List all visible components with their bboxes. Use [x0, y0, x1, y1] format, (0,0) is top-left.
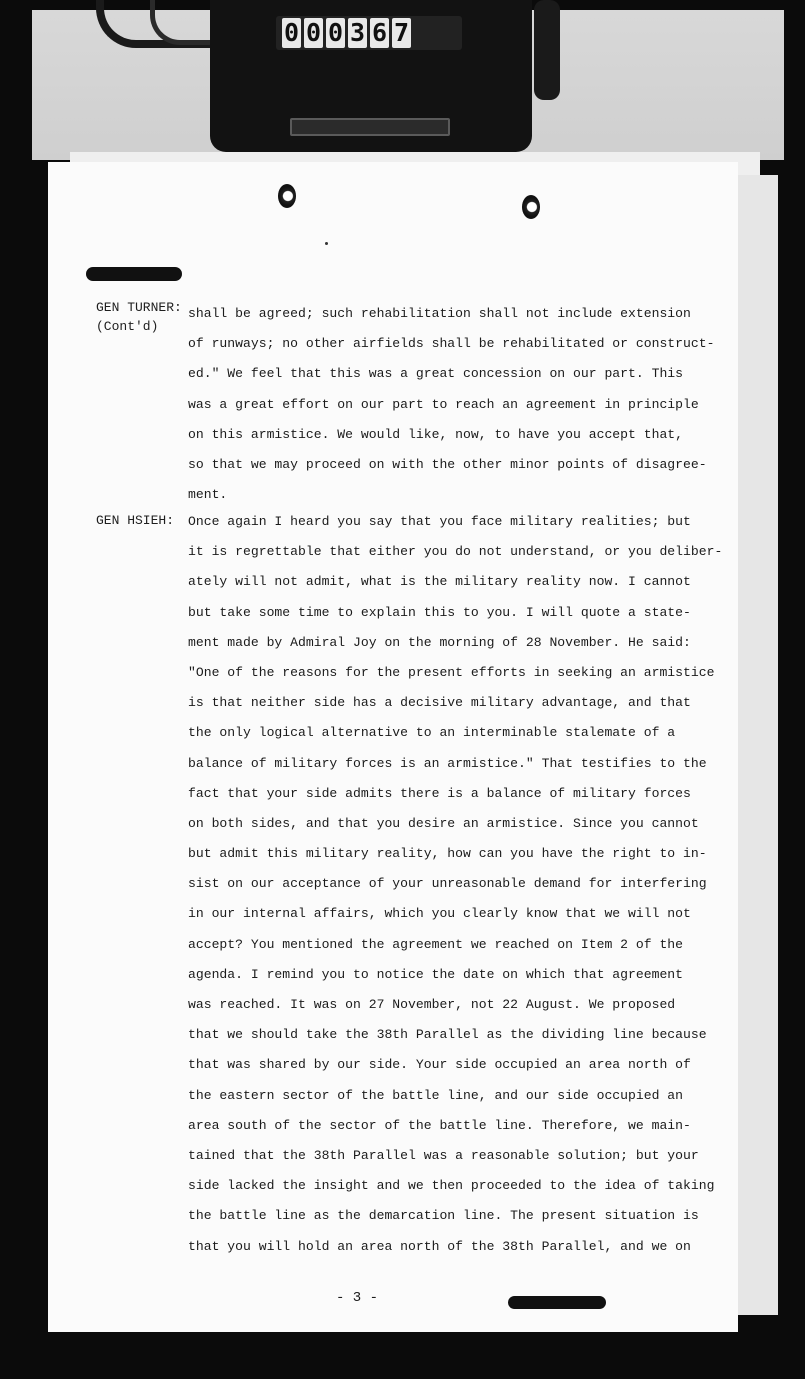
text-line: on this armistice. We would like, now, to have you accept that, [188, 426, 684, 442]
text-line: on both sides, and that you desire an armistice. Since you cannot [188, 815, 699, 831]
text-line: that you will hold an area north of the 38th Parallel, and we on [188, 1238, 691, 1254]
counter-digit: 0 [327, 18, 344, 47]
speaker-label [96, 511, 174, 530]
redaction-mark [508, 1296, 606, 1309]
text-line: was reached. It was on 27 November, not 22 August. We proposed [188, 997, 676, 1012]
speaker-name: GEN TURNER: [96, 300, 182, 315]
text-line: the battle line as the demarcation line. The present situation is [188, 1208, 699, 1224]
text-line: agenda. I remind you to notice the date on which that agreement [188, 966, 684, 982]
text-line: is that neither side has a decisive military advantage, and that [188, 695, 691, 711]
speck [325, 242, 328, 245]
text-line: that was shared by our side. Your side occupied an area north of [188, 1057, 691, 1073]
counter-digit: 3 [349, 18, 366, 47]
counter-slot [290, 118, 450, 136]
text-line: balance of military forces is an armistice." That testifies to the [188, 755, 707, 771]
text-line: "One of the reasons for the present efforts in seeking an armistice [188, 664, 715, 680]
speech-block [188, 299, 714, 510]
speaker-name: GEN HSIEH: [96, 513, 175, 528]
paper-edge [738, 175, 778, 1315]
text-line: the eastern sector of the battle line, and our side occupied an [188, 1087, 684, 1103]
text-line: area south of the sector of the battle line. Therefore, we main- [188, 1117, 691, 1133]
speech-block [188, 507, 722, 1262]
counter-digit: 7 [393, 18, 410, 47]
text-line: ately will not admit, what is the military reality now. I cannot [188, 574, 691, 590]
counter-digit: 0 [283, 18, 300, 47]
frame-counter [282, 18, 411, 48]
counter-digit: 6 [371, 18, 388, 47]
text-line: in our internal affairs, which you clearly know that we will not [188, 906, 691, 922]
text-line: the only logical alternative to an interminable stalemate of a [188, 725, 676, 741]
redaction-mark [86, 267, 182, 281]
text-line: but take some time to explain this to you. I will quote a state- [188, 604, 691, 620]
text-line: ment made by Admiral Joy on the morning of 28 November. He said: [188, 634, 691, 650]
text-line: sist on our acceptance of your unreasonable demand for interfering [188, 876, 707, 892]
text-line: so that we may proceed on with the other minor points of disagree- [188, 456, 707, 472]
text-line: tained that the 38th Parallel was a reasonable solution; but your [188, 1147, 699, 1163]
counter-digit: 0 [305, 18, 322, 47]
page-number: - 3 - [336, 1290, 379, 1306]
text-line: it is regrettable that either you do not understand, or you deliber- [188, 544, 723, 560]
speaker-label [96, 298, 182, 336]
text-line: ment. [188, 487, 228, 503]
speaker-continued: (Cont'd) [96, 319, 159, 334]
text-line: ed." We feel that this was a great concession on our part. This [188, 366, 684, 382]
text-line: Once again I heard you say that you face military realities; but [188, 514, 691, 529]
text-line: shall be agreed; such rehabilitation shall not include extension [188, 306, 691, 321]
text-line: side lacked the insight and we then proceeded to the idea of taking [188, 1178, 715, 1194]
counter-knob [534, 0, 560, 100]
text-line: of runways; no other airfields shall be rehabilitated or construct- [188, 336, 715, 352]
text-line: but admit this military reality, how can you have the right to in- [188, 846, 707, 862]
text-line: fact that your side admits there is a balance of military forces [188, 785, 691, 801]
punch-hole [278, 184, 296, 208]
text-line: accept? You mentioned the agreement we reached on Item 2 of the [188, 936, 684, 952]
text-line: was a great effort on our part to reach an agreement in principle [188, 396, 699, 412]
punch-hole [522, 195, 540, 219]
text-line: that we should take the 38th Parallel as the dividing line because [188, 1027, 707, 1043]
